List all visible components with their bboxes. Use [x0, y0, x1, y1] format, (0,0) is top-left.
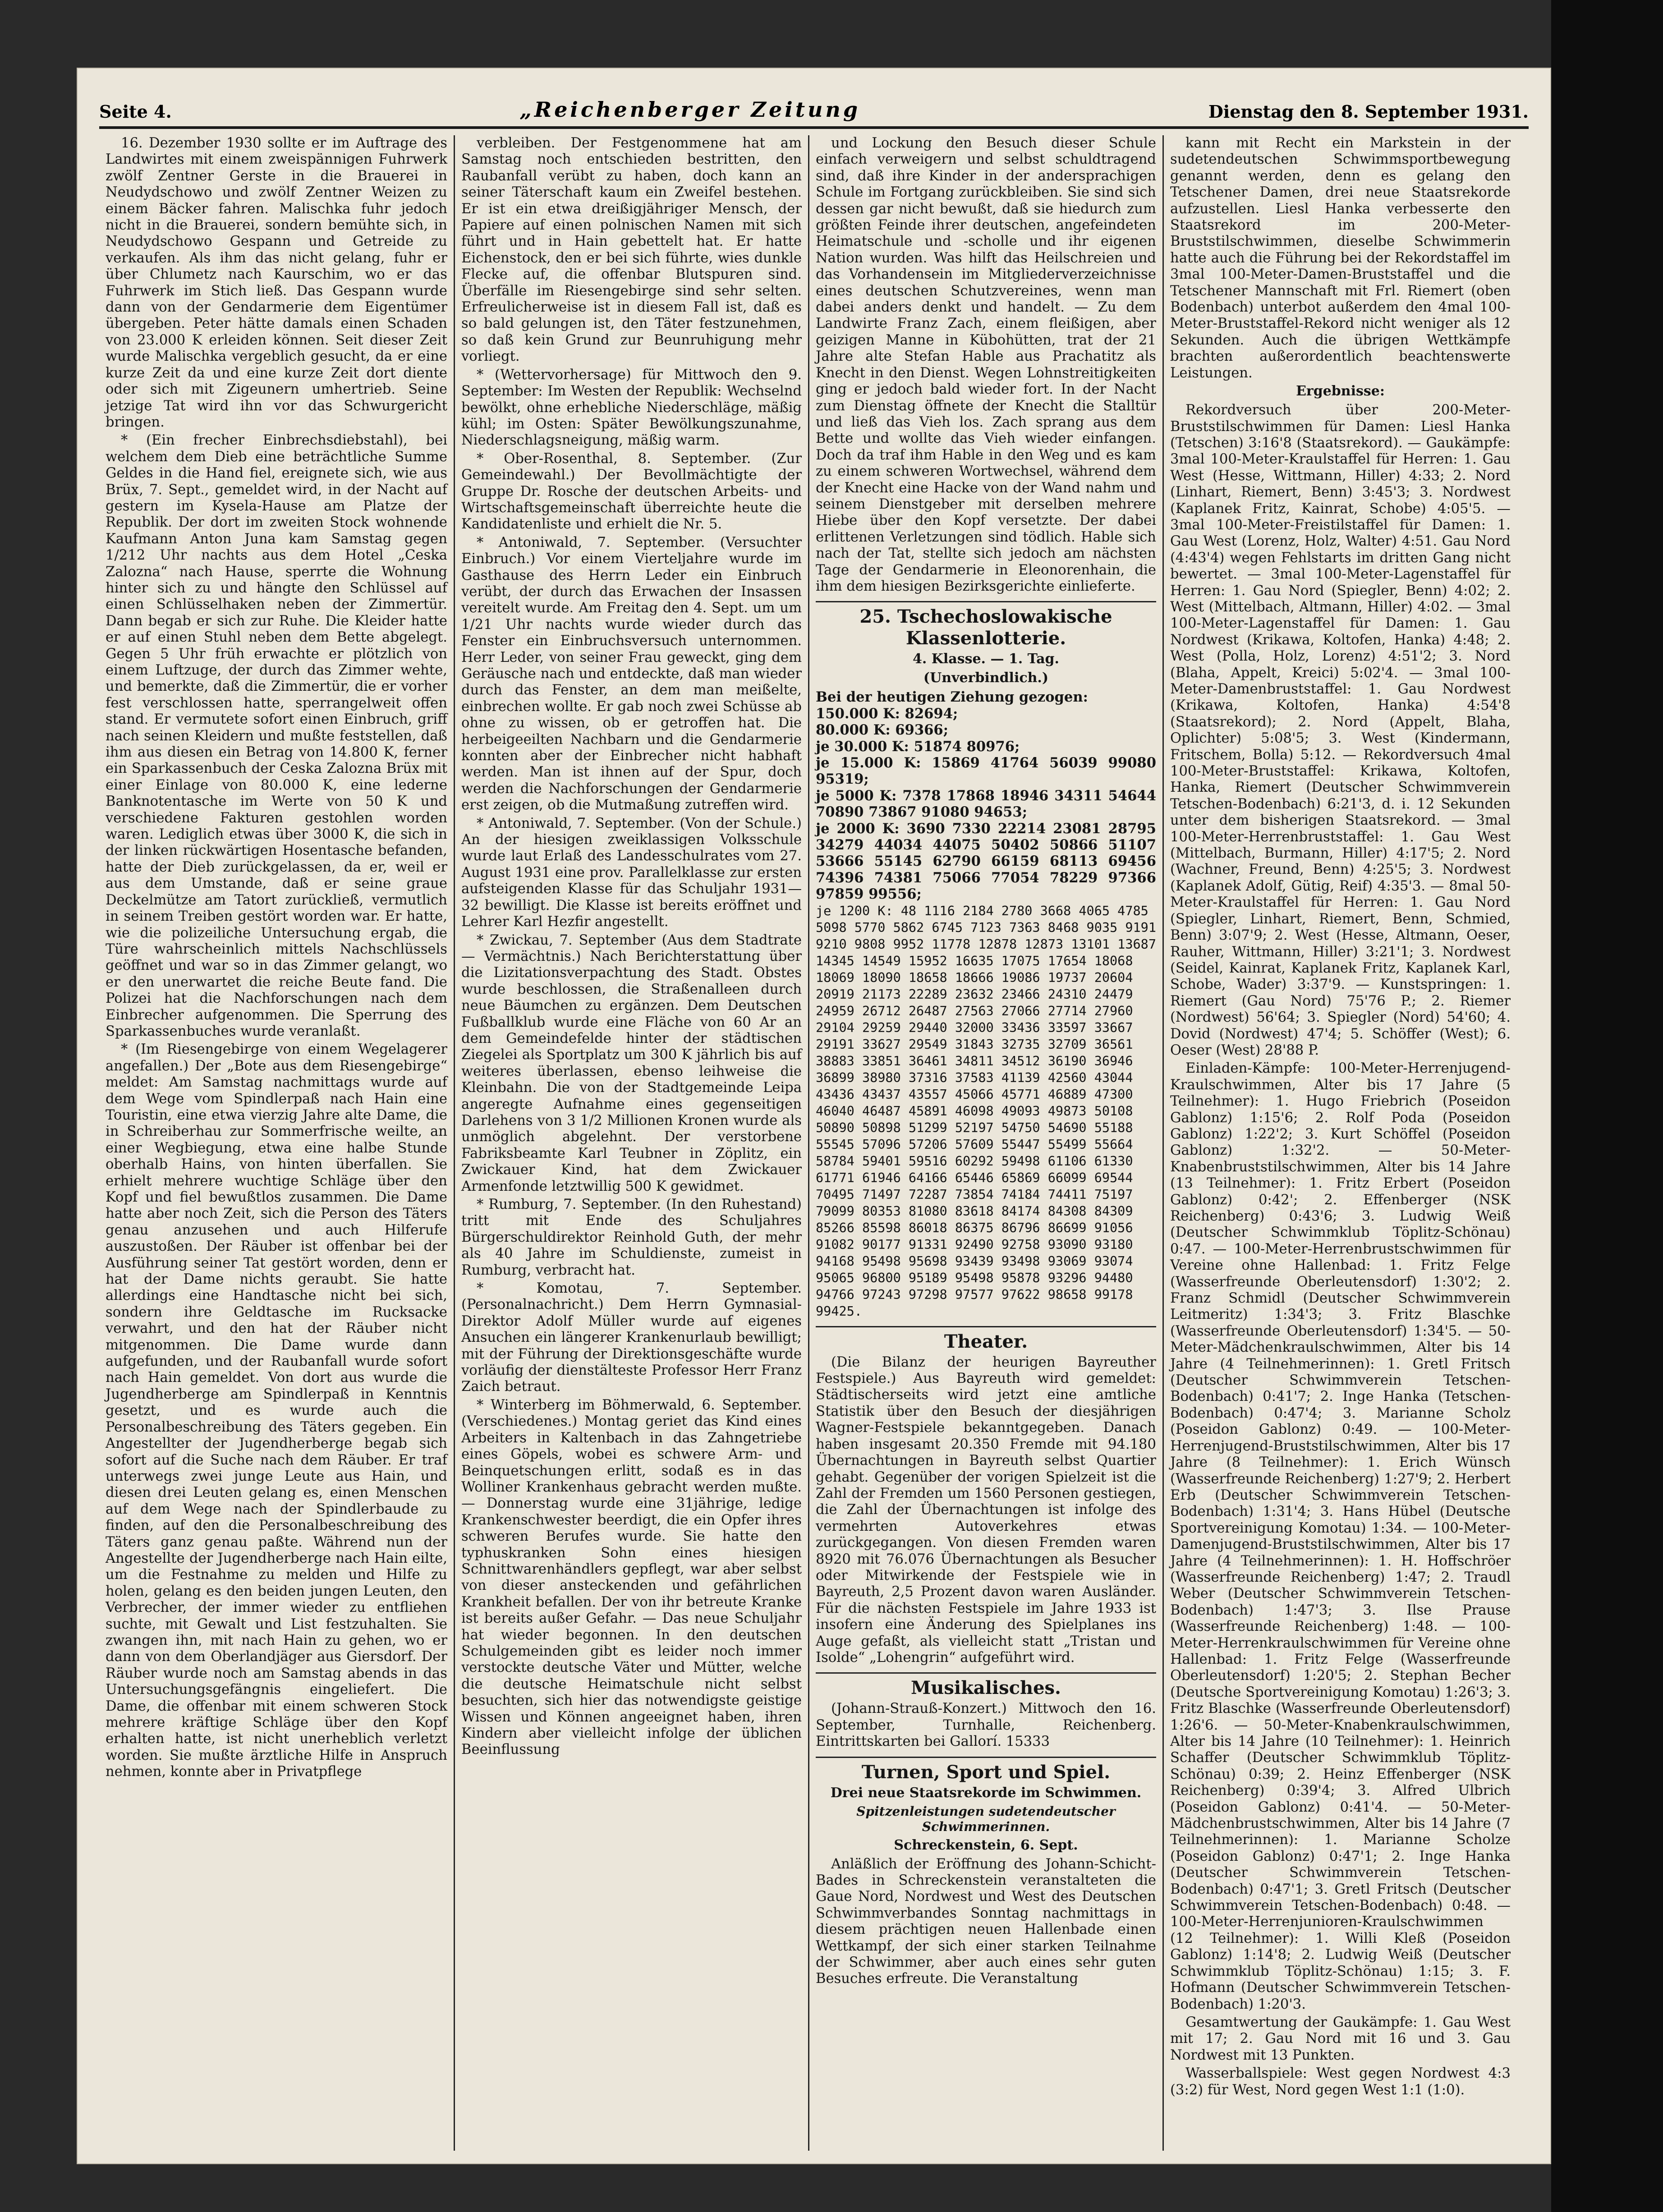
lottery-section: [816, 601, 1164, 1319]
lottery-prize: 150.000 K: 82694;: [816, 705, 958, 722]
page-number: Seite 4.: [99, 101, 172, 122]
sport-subheading-2: Spitzenleistungen sudetendeutscher Schwimmerinnen.: [856, 1804, 1116, 1834]
music-heading: Musikalisches.: [816, 1672, 1156, 1699]
article-paragraph: und Lockung den Besuch dieser Schule einfach verweigern und selbst schuldtragend sind, daß ihre Kinder in der andersprachigen Schule im Fortgang zurückbleiben. Sie sind sich dessen gar nicht bewußt, daß sie hiedurch zum größten Feinde ihrer deutschen, angefeindeten Heimatschule und -scholle und ihr eigenen Nation wurden. Was hilft das Heilschreien und das Vorhandensein im Mitgliederverzeichnisse eines deutschen Schutzvereines, wenn man dabei anders denkt und handelt. — Zu dem Landwirte Franz Zach, einem fleißigen, aber geizigen Manne in Kübohütten, trat der 21 Jahre alte Stefan Hable aus Prachatitz als Knecht in den Dienst. Wegen Lohnstreitigkeiten ging er jedoch bald wieder fort. In der Nacht zum Dienstag öffnete der Knecht die Stalltür und ließ das Vieh los. Zach sprang aus dem Bette und wollte das Vieh wieder einfangen. Doch da traf ihm Hable in den Weg und es kam zu einem schweren Wortwechsel, während dem der Knecht eine Hacke von der Wand nahm und seinem Dienstgeber mit derselben mehrere Hiebe über den Kopf versetzte. Der dabei erlittenen Verletzungen sind tödlich. Hable sich nach der Tat, stellte sich jedoch am nächsten Tage der Gendarmerie in Eleonorenhain, die ihm dem hiesigen Bezirksgerichte einlieferte.: [816, 135, 1156, 594]
results-heading: Ergebnisse:: [1296, 383, 1385, 399]
article-paragraph: * Antoniwald, 7. September. (Von der Schule.) An der hiesigen zweiklassigen Volksschule wurde laut Erlaß des Landesschulrates vom 27. August 1931 eine prov. Parallelklasse zur ersten aufsteigenden Klasse für das Schuljahr 1931—32 bewilligt. Die Klasse ist bereits eröffnet und Lehrer Karl Hezfir angestellt.: [461, 815, 802, 930]
article-paragraph: * Winterberg im Böhmerwald, 6. September. (Verschiedenes.) Montag geriet das Kind eines Arbeiters in Kaltenbach in das Zahngetriebe eines Göpels, wobei es schwere Arm- und Beinquetschungen erlitt, sodaß es in das Wolliner Krankenhaus gebracht werden mußte. — Donnerstag wurde eine 31jährige, ledige Krankenschwester beerdigt, die ein Opfer ihres schweren Berufes wurde. Sie hatte den typhuskranken Sohn eines hiesigen Schnittwarenhändlers gepflegt, war aber selbst von dieser ansteckenden und gefährlichen Krankheit befallen. Der von ihr betreute Kranke ist bereits außer Gefahr. — Das neue Schuljahr hat wieder begonnen. In den deutschen Schulgemeinden gibt es leider noch immer verstockte deutsche Väter und Mütter, welche die deutsche Heimatschule nicht selbst besuchten, sich hier das notwendigste geistige Wissen und Können angeeignet haben, ihren Kindern aber vielleicht infolge der üblichen Beeinflussung: [461, 1397, 802, 1758]
article-paragraph: * Komotau, 7. September. (Personalnachricht.) Dem Herrn Gymnasial-Direktor Adolf Müller wurde auf eigenes Ansuchen ein längerer Krankenurlaub bewilligt; mit der Führung der Direktionsgeschäfte wurde vorläufig der dienstälteste Professor Herr Franz Zaich betraut.: [461, 1280, 802, 1395]
article-paragraph: * (Wettervorhersage) für Mittwoch den 9. September: Im Westen der Republik: Wechselnd bewölkt, ohne erhebliche Niederschläge, mäßig kühl; im Osten: Später Bewölkungszunahme, Niederschlagsneigung, mäßig warm.: [461, 367, 802, 449]
sport-dateline: Schreckenstein, 6. Sept.: [894, 1837, 1078, 1853]
columns: [99, 135, 1529, 2151]
article-paragraph: Rekordversuch über 200-Meter-Bruststilschwimmen für Damen: Liesl Hanka (Tetschen) 3:16'8 (Staatsrekord). — Gaukämpfe: 3mal 100-Meter-Kraulstaffel für Herren: 1. Gau West (Hesse, Wittmann, Hiller) 4:33; 2. Nord (Linhart, Riemert, Benn) 3:45'3; 3. Nordwest (Kaplanek Fritz, Kainrat, Schobe) 4:05'5. — 3mal 100-Meter-Freistilstaffel für Damen: 1. Gau West (Lorenz, Holz, Walter) 4:51. Gau Nord (4:43'4) wegen Fehlstarts im dritten Gang nicht bewertet. — 3mal 100-Meter-Lagenstaffel für Herren: 1. Gau Nord (Spiegler, Benn) 4:02; 2. West (Mittelbach, Altmann, Hiller) 4:02. — 3mal 100-Meter-Lagenstaffel für Damen: 1. Gau Nordwest (Krikawa, Koltofen, Hanka) 4:48; 2. West (Polla, Holz, Lorenz) 4:51'2; 3. Nord (Blaha, Appelt, Kreici) 5:02'4. — 3mal 100-Meter-Damenbruststaffel: 1. Gau Nordwest (Krikawa, Koltofen, Hanka) 4:54'8 (Staatsrekord); 2. Nord (Appelt, Blaha, Oplichter) 5:08'5; 3. West (Kindermann, Fritschem, Bolla) 5:12. — Rekordversuch 4mal 100-Meter-Bruststaffel: Krikawa, Koltofen, Hanka, Riemert (Deutscher Schwimmverein Tetschen-Bodenbach) 6:21'3, d. i. 12 Sekunden unter dem bisherigen Staatsrekord. — 3mal 100-Meter-Herrenbruststaffel: 1. Gau West (Mittelbach, Burmann, Hiller) 4:17'5; 2. Nord (Wachner, Freund, Benn) 4:25'5; 3. Nordwest (Kaplanek Adolf, Gütig, Reif) 4:35'3. — 8mal 50-Meter-Kraulstaffel für Herren: 1. Gau Nord (Spiegler, Linhart, Riemert, Benn, Schmied, Benn) 3:07'9; 2. West (Hesse, Altmann, Oeser, Rauher, Wittmann, Hiller) 3:21'1; 3. Nordwest (Seidel, Kainrat, Kaplanek Fritz, Kaplanek Karl, Schobe, Wader) 3:37'9. — Kunstspringen: 1. Riemert (Gau Nord) 75'76 P.; 2. Riemer (Nordwest) 56'64; 3. Spiegler (Nord) 54'60; 4. Dovid (Nordwest) 47'4; 5. Schöffer (West); 6. Oeser (West) 28'88 P.: [1170, 402, 1511, 1058]
lottery-intro: Bei der heutigen Ziehung gezogen:: [816, 689, 1088, 706]
column-1: [99, 135, 454, 2151]
article-paragraph: Wasserballspiele: West gegen Nordwest 4:3 (3:2) für West, Nord gegen West 1:1 (1:0).: [1170, 2065, 1511, 2098]
article-paragraph: kann mit Recht ein Markstein in der sudetendeutschen Schwimmsportbewegung genannt werden, denn es gelang den Tetschener Damen, drei neue Staatsrekorde aufzustellen. Liesl Hanka verbesserte den Staatsrekord im 200-Meter-Bruststilschwimmen, dieselbe Schwimmerin hatte auch die Führung bei der Rekordstaffel im 3mal 100-Meter-Damen-Bruststaffel und die Tetschener Mannschaft mit Frl. Riemert (oben Bodenbach) unterbot außerdem den 4mal 100-Meter-Bruststaffel-Rekord nicht weniger als 12 Sekunden. Auch die übrigen Wettkämpfe brachten außerordentlich beachtenswerte Leistungen.: [1170, 135, 1511, 381]
lottery-note: (Unverbindlich.): [923, 670, 1049, 686]
article-paragraph: * Zwickau, 7. September (Aus dem Stadtrate — Vermächtnis.) Nach Berichterstattung über die Lizitationsverpachtung des Stadt. Obstes wurde beschlossen, die Straßenalleen durch neue Bäumchen zu ergänzen. Dem Deutschen Fußballklub wurde eine Fläche von 60 Ar an dem Gemeindefelde hinter der städtischen Ziegelei als Sportplatz um 300 K jährlich bis auf weiteres überlassen, ebenso leihweise die Kleinbahn. Die von der Stadtgemeinde Leipa angeregte Aufnahme eines gegenseitigen Darlehens von 3 1/2 Millionen Kronen wurde als unmöglich abgelehnt. Der verstorbene Fabriksbeamte Karl Teubner in Zöplitz, ein Zwickauer Kind, hat dem Zwickauer Armenfonde letztwillig 500 K gewidmet.: [461, 932, 802, 1194]
page-header: [99, 86, 1529, 129]
article-paragraph: * (Im Riesengebirge von einem Wegelagerer angefallen.) Der „Bote aus dem Riesengebirge“ meldet: Am Samstag nachmittags wurde auf dem Wege vom Spindlerpaß nach Hain eine Touristin, eine etwa vierzig Jahre alte Dame, die in Schreiberhau zur Sommerfrische weilte, an einer Wegbiegung, etwa eine halbe Stunde oberhalb Hains, von hinten überfallen. Sie erhielt mehrere wuchtige Schläge über den Kopf und fiel bewußtlos zusammen. Die Dame hatte aber noch Zeit, sich die Person des Täters genau anzusehen und auch Hilferufe auszustoßen. Der Räuber ist offenbar bei der Ausführung seiner Tat gestört worden, denn er hat der Dame nichts geraubt. Sie hatte allerdings eine Handtasche nicht bei sich, sondern ihre Geldtasche im Rucksacke verwahrt, und den hat der Räuber nicht mitgenommen. Die Dame wurde dann aufgefunden, und der Raubanfall wurde sofort nach Hain gemeldet. Von dort aus wurde die Jugendherberge am Spindlerpaß in Kenntnis gesetzt, und es wurde auch die Personalbeschreibung des Täters gegeben. Ein Angestellter der Jugendherberge begab sich sofort auf die Suche nach dem Räuber. Er traf unterwegs zwei junge Leute aus Hain, und diesen drei Leuten gelang es, einen Menschen auf dem Wege nach der Spindlerbaude zu finden, auf den die Personalbeschreibung des Täters ganz genau paßte. Während nun der Angestellte der Jugendherberge nach Hain eilte, um die Festnahme zu melden und Hilfe zu holen, gelang es den beiden jungen Leuten, den Verbrecher, der immer wieder zu entfliehen suchte, mit Gewalt und List festzuhalten. Sie zwangen ihn, mit nach Hain zu gehen, wo er dann von dem Oberlandjäger aus Giersdorf. Der Räuber wurde noch am Samstag abends in das Untersuchungsgefängnis eingeliefert. Die Dame, die offenbar mit einem schweren Stock mehrere kräftige Schläge über den Kopf erhalten hatte, ist nicht unerheblich verletzt worden. Sie mußte ärztliche Hilfe in Anspruch nehmen, konnte aber in Privatpflege: [106, 1042, 447, 1780]
article-paragraph: * (Ein frecher Einbrechsdiebstahl), bei welchem dem Dieb eine beträchtliche Summe Geldes in die Hand fiel, ereignete sich, wie aus Brüx, 7. Sept., gemeldet wird, in der Nacht auf gestern im Kysela-Hause am Platze der Republik. Der dort im zweiten Stock wohnende Kaufmann Anton Juna kam Samstag gegen 1/212 Uhr nachts aus dem Hotel „Ceska Zalozna“ nach Hause, sperrte die Wohnung hinter sich zu und hängte den Schlüssel auf einen Schlüsselhaken neben der Zimmertür. Dann begab er sich zur Ruhe. Die Kleider hatte er auf einen Stuhl neben dem Bette abgelegt. Gegen 5 Uhr früh erwachte er plötzlich von einem Luftzuge, der durch das Zimmer wehte, und bemerkte, daß die Zimmertür, die er vorher fest verschlossen hatte, sperrangelweit offen stand. Er vermutete sofort einen Einbruch, griff nach seinen Kleidern und mußte feststellen, daß ihm aus diesen ein Betrag von 14.800 K, ferner ein Sparkassenbuch der Ceska Zalozna Brüx mit einer Einlage von 80.000 K, eine lederne Banknotentasche im Werte von 50 K und verschiedene Fakturen gestohlen worden waren. Lediglich etwas über 3000 K, die sich in der linken rückwärtigen Hosentasche befanden, hatte der Dieb zurückgelassen, da er, weil er aus dem Umstande, daß er seine graue Deckelmütze am Tatort zurückließ, vermutlich in seinem Treiben gestört worden war. Er hatte, wie die polizeiliche Untersuchung ergab, die Türe wahrscheinlich mittels Nachschlüssels geöffnet und war so in das Zimmer gelangt, wo er den unerwartet die reiche Beute fand. Die Polizei hat die Nachforschungen nach dem Einbrecher aufgenommen. Die Sperrung des Sparkassenbuches wurde veranlaßt.: [106, 432, 447, 1039]
lottery-numbers: je 1200 K: 48 1116 2184 2780 3668 4065 4785 5098 5770 5862 6745 7123 7363 8468 9035 9191 9210 9808 9952 11778 12878 12873 13101 13687 14345 14549 15952 16635 17075 17654 18068 18069 18090 18658 18666 19086 19737 20604 20919 21173 22289 23632 23466 24310 24479 24959 26712 26487 27563 27066 27714 27960 29104 29259 29440 32000 33436 33597 33667 29191 33627 29549 31843 32735 32709 36561 38883 33851 36461 34811 34512 36190 36946 36899 38980 37316 37583 41139 42560 43044 43436 43437 43557 45066 45771 46889 47300 46040 46487 45891 46098 49093 49873 50108 50890 50898 51299 52197 54750 54690 55188 55545 57096 57206 57609 55447 55499 55664 58784 59401 59516 60292 59498 61106 61330 61771 61946 64166 65446 65869 66099 69544 70495 71497 72287 73854 74184 74411 75197 79099 80353 81080 83618 84174 84308 84309 85266 85598 86018 86375 86796 86699 91056 91082 90177 91331 92490 92758 93090 93180 94168 95498 95698 93439 93498 93069 93074 95065 96800 95189 95498 95878 93296 94480 94766 97243 97298 97577 97622 98658 99178 99425.: [816, 903, 1164, 1319]
sport-heading: Turnen, Sport und Spiel.: [816, 1757, 1156, 1783]
article-paragraph: * Ober-Rosenthal, 8. September. (Zur Gemeindewahl.) Der Bevollmächtigte der Gruppe Dr. Rosche der deutschen Arbeits- und Wirtschaftsgemeinschaft überreichte heute die Kandidatenliste und erhielt die Nr. 5.: [461, 450, 802, 532]
article-paragraph: * Antoniwald, 7. September. (Versuchter Einbruch.) Vor einem Vierteljahre wurde im Gasthause des Herrn Leder ein Einbruch verübt, der durch das Erwachen der Insassen vereitelt wurde. Am Freitag den 4. Sept. um um 1/21 Uhr nachts wurde wieder durch das Fenster ein Einbruchsversuch unternommen. Herr Leder, von seiner Frau geweckt, ging dem Geräusche nach und entdeckte, daß man wieder durch das Fenster, an dem man meißelte, einbrechen wollte. Er gab noch zwei Schüsse ab ohne zu wissen, ob er getroffen hat. Die herbeigeeilten Nachbarn und die Gendarmerie konnten aber der Einbrecher nicht habhaft werden. Man ist ihnen auf der Spur, doch werden die Nachforschungen der Gendarmerie erst zeigen, ob die Mutmaßung zutreffen wird.: [461, 534, 802, 813]
masthead: „Reichenberger Zeitung: [519, 97, 861, 122]
lottery-prize: je 5000 K: 7378 17868 18946 34311 54644 70890 73867 91080 94653;: [816, 787, 1156, 821]
lottery-prize: 80.000 K: 69366;: [816, 722, 949, 739]
scan-border: [1551, 0, 1663, 2212]
music-article: (Johann-Strauß-Konzert.) Mittwoch den 16. September, Turnhalle, Reichenberg. Eintrittskarten bei Gallorí. 15333: [816, 1701, 1156, 1750]
lottery-subtitle: 4. Klasse. — 1. Tag.: [913, 651, 1059, 667]
issue-date: Dienstag den 8. September 1931.: [1208, 101, 1529, 122]
sport-article: Anläßlich der Eröffnung des Johann-Schicht-Bades in Schreckenstein veranstalteten die Gaue Nord, Nordwest und West des Deutschen Schwimmverbandes Sonntag nachmittags in diesem prächtigen neuen Hallenbade einen Wettkampf, der sich einer starken Teilnahme der Schwimmer, aber auch eines sehr guten Besuches erfreute. Die Veranstaltung: [816, 1856, 1156, 1987]
column-3: [808, 135, 1162, 2151]
column-2: [454, 135, 808, 2151]
sport-subheading: Drei neue Staatsrekorde im Schwimmen.: [830, 1785, 1142, 1801]
article-paragraph: 16. Dezember 1930 sollte er im Auftrage des Landwirtes mit einem zweispännigen Fuhrwerk zwölf Zentner Gerste in die Brauerei in Neudydschowo und zwölf Zentner Weizen zu einem Bäcker fahren. Malischka fuhr jedoch nicht in die Brauerei, sondern bemühte sich, in Neudydschowo Gespann und Getreide zu verkaufen. Als ihm das nicht gelang, fuhr er über Chlumetz nach Kaurschim, wo er das Fuhrwerk im Stich ließ. Das Gespann wurde dann von der Gendarmerie dem Eigentümer übergeben. Peter hätte damals einen Schaden von 23.000 K erleiden können. Seit dieser Zeit wurde Malischka vergeblich gesucht, da er eine kurze Zeit da und eine kurze Zeit dort diente oder sich mit Zigeunern umhertrieb. Seine jetzige Tat wird ihn vor das Schwurgericht bringen.: [106, 135, 447, 430]
article-paragraph: Gesamtwertung der Gaukämpfe: 1. Gau West mit 17; 2. Gau Nord mit 16 und 3. Gau Nordwest mit 13 Punkten.: [1170, 2014, 1511, 2063]
newspaper-page: [77, 68, 1551, 2164]
theater-heading: Theater.: [816, 1326, 1156, 1353]
article-paragraph: Einladen-Kämpfe: 100-Meter-Herrenjugend-Kraulschwimmen, Alter bis 17 Jahre (5 Teilnehmer): 1. Hugo Friebrich (Poseidon Gablonz) 1:15'6; 2. Rolf Poda (Poseidon Gablonz) 1:22'2; 3. Kurt Schöffel (Poseidon Gablonz) 1:32'2. — 50-Meter-Knabenbruststilschwimmen, Alter bis 14 Jahre (13 Teilnehmer): 1. Fritz Erbert (Poseidon Gablonz) 0:42'; 2. Effenberger (NSK Reichenberg) 0:43'6; 3. Ludwig Weiß (Deutscher Schwimmklub Töplitz-Schönau) 0:47. — 100-Meter-Herrenbrustschwimmen für Vereine ohne Hallenbad: 1. Fritz Felge (Wasserfreunde Oberleutensdorf) 1:30'2; 2. Franz Schmidl (Deutscher Schwimmverein Leitmeritz) 1:34'3; 3. Fritz Blaschke (Wasserfreunde Oberleutensdorf) 1:34'5. — 50-Meter-Mädchenkraulschwimmen, Alter bis 14 Jahre (4 Teilnehmerinnen): 1. Gretl Fritsch (Deutscher Schwimmverein Tetschen-Bodenbach) 0:41'7; 2. Inge Hanka (Tetschen-Bodenbach) 0:47'4; 3. Marianne Scholz (Poseidon Gablonz) 0:49. — 100-Meter-Herrenjugend-Bruststilschwimmen, Alter bis 17 Jahre (8 Teilnehmer): 1. Erich Wünsch (Wasserfreunde Reichenberg) 1:27'9; 2. Herbert Erb (Deutscher Schwimmverein Tetschen-Bodenbach) 1:31'4; 3. Hans Hübel (Deutsche Sportvereinigung Komotau) 1:34. — 100-Meter-Damenjugend-Bruststilschwimmen, Alter bis 17 Jahre (4 Teilnehmerinnen): 1. H. Hoffschröer (Wasserfreunde Reichenberg) 1:47; 2. Traudl Weber (Deutscher Schwimmverein Tetschen-Bodenbach) 1:47'3; 3. Ilse Prause (Wasserfreunde Reichenberg) 1:48. — 100-Meter-Herrenkraulschwimmen für Vereine ohne Hallenbad: 1. Fritz Felge (Wasserfreunde Oberleutensdorf) 1:20'5; 2. Stephan Becher (Deutsche Sportvereinigung Komotau) 1:26'3; 3. Fritz Blaschke (Wasserfreunde Oberleutensdorf) 1:26'6. — 50-Meter-Knabenkraulschwimmen, Alter bis 14 Jahre (10 Teilnehmer): 1. Heinrich Schaffer (Deutscher Schwimmklub Töplitz-Schönau) 0:39; 2. Heinz Effenberger (NSK Reichenberg) 0:39'4; 3. Alfred Ulbrich (Poseidon Gablonz) 0:41'4. — 50-Meter-Mädchenbrustschwimmen, Alter bis 14 Jahre (7 Teilnehmerinnen): 1. Marianne Scholze (Poseidon Gablonz) 0:47'1; 2. Inge Hanka (Deutscher Schwimmverein Tetschen-Bodenbach) 0:47'1; 3. Gretl Fritsch (Deutscher Schwimmverein Tetschen-Bodenbach) 0:48. — 100-Meter-Herrenjunioren-Kraulschwimmen (12 Teilnehmer): 1. Willi Kleß (Poseidon Gablonz) 1:14'8; 2. Ludwig Weiß (Deutscher Schwimmklub Töplitz-Schönau) 1:15; 3. F. Hofmann (Deutscher Schwimmverein Tetschen-Bodenbach) 1:20'3.: [1170, 1060, 1511, 2012]
column-4: [1162, 135, 1517, 2151]
theater-article: (Die Bilanz der heurigen Bayreuther Festspiele.) Aus Bayreuth wird gemeldet: Städtischerseits wird jetzt eine amtliche Statistik über den Besuch der diesjährigen Wagner-Festspiele bekanntgegeben. Danach haben insgesamt 20.350 Fremde mit 94.180 Übernachtungen in Bayreuth selbst Quartier gehabt. Gegenüber der vorigen Spielzeit ist die Zahl der Fremden um 1560 Personen gestiegen, die Zahl der Übernachtungen ist infolge des vermehrten Autoverkehres etwas zurückgegangen. Von diesen Fremden waren 8920 mit 76.076 Übernachtungen als Besucher oder Mitwirkende der Festspiele wie in Bayreuth, 2,5 Prozent davon waren Ausländer. Für die nächsten Festspiele im Jahre 1933 ist insofern eine Änderung des Spielplanes ins Auge gefaßt, als vielleicht statt „Tristan und Isolde“ „Lohengrin“ aufgeführt wird.: [816, 1354, 1156, 1666]
lottery-prize: je 30.000 K: 51874 80976;: [816, 738, 1020, 755]
lottery-title: 25. Tschechoslowakische Klassenlotterie.: [816, 601, 1156, 649]
lottery-prize: je 2000 K: 3690 7330 22214 23081 28795 34279 44034 44075 50402 50866 51107 53666 55145 62790 66159 68113 69456 74396 74381 75066 77054 78229 97366 97859 99556;: [816, 820, 1156, 903]
article-paragraph: verbleiben. Der Festgenommene hat am Samstag noch entschieden bestritten, den Raubanfall verübt zu haben, doch kann an seiner Täterschaft kaum ein Zweifel bestehen. Er ist ein etwa dreißigjähriger Mensch, der Papiere auf einen polnischen Namen mit sich führt und in Hain gebettelt hat. Er hatte Eichenstock, den er bei sich führte, wies dunkle Flecke auf, die offenbar Blutspuren sind. Überfälle im Riesengebirge sind sehr selten. Erfreulicherweise ist in diesem Fall ist, daß es so bald gelungen ist, den Täter festzunehmen, so daß kein Grund zur Beunruhigung mehr vorliegt.: [461, 135, 802, 365]
lottery-prize: je 15.000 K: 15869 41764 56039 99080 95319;: [816, 755, 1156, 788]
article-paragraph: * Rumburg, 7. September. (In den Ruhestand) tritt mit Ende des Schuljahres Bürgerschuldirektor Reinhold Guth, der mehr als 40 Jahre im Schuldienste, zumeist in Rumburg, verbracht hat.: [461, 1197, 802, 1278]
